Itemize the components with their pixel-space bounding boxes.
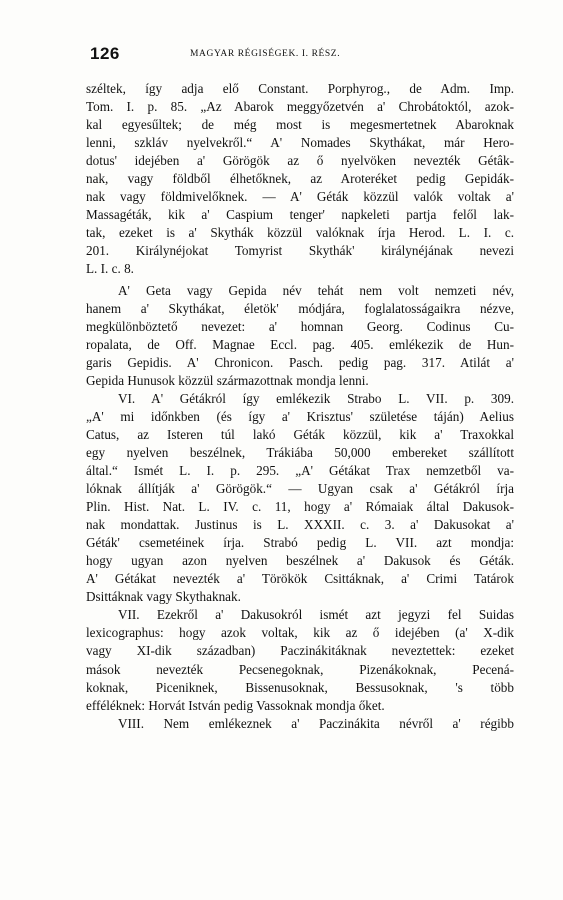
- paragraph: [86, 80, 514, 279]
- text-line: koknak, Piceniknek, Bissenusoknak, Bessusoknak, 's több: [86, 679, 514, 695]
- text-line: Catus, az Isteren túl lakó Géták közzül, kik a' Traxokkal: [86, 426, 514, 442]
- text-line: egy nyelven beszélnek, Trákiába 50,000 embereket szállított: [86, 444, 514, 460]
- text-line: garis Gepidis. A' Chronicon. Pasch. pedig pag. 317. Atilát a': [86, 354, 514, 370]
- text-line: kal egyesűltek; de még most is megesmertetnek Abaroknak: [86, 117, 514, 133]
- text-line: vagy XI-dik században) Paczinákitáknak neveztettek: ezeket: [86, 643, 514, 659]
- paragraph: [86, 390, 514, 607]
- text-line: lóknak állítják a' Görögök.“ — Ugyan csak a' Gétákról írja: [86, 481, 514, 497]
- text-line: L. I. c. 8.: [86, 261, 134, 277]
- text-line: hogy ugyan azon nyelven beszélnek a' Dakusok és Géták.: [86, 553, 514, 569]
- text-line: nak vagy földmivelőknek. — A' Géták közzül valók voltak a': [86, 189, 514, 205]
- text-line: „A' mi időnkben (és így a' Krisztus' születése táján) Aelius: [86, 408, 514, 424]
- text-line: nak, vagy földből élhetőknek, az Aroteréket pedig Gepidák-: [86, 171, 514, 187]
- text-line: lenni, szkláv nyelvekről.“ A' Nomades Skythákat, már Hero-: [86, 135, 514, 151]
- text-line: efféléknek: Horvát István pedig Vassoknak mondja őket.: [86, 697, 385, 713]
- paragraph: [86, 606, 514, 714]
- text-line: széltek, így adja elő Constant. Porphyrog., de Adm. Imp.: [86, 81, 514, 96]
- text-line: lexicographus: hogy azok voltak, kik az ő idejében (a' X-dik: [86, 625, 514, 641]
- text-line: Plin. Hist. Nat. L. IV. c. 11, hogy a' Rómaiak által Dakusok-: [86, 499, 514, 515]
- text-line: A' Geta vagy Gepida név tehát nem volt nemzeti név,: [118, 282, 514, 298]
- text-line: ropalata, de Off. Magnae Eccl. pag. 405. emlékezik de Hun-: [86, 336, 514, 352]
- text-line: Massagéták, kik a' Caspium tenger' napkeleti partja felől lak-: [86, 207, 514, 223]
- body-text: [86, 80, 514, 733]
- text-line: hanem a' Skythákat, életök' módjára, foglalatosságaikra nézve,: [86, 300, 514, 316]
- page-number: 126: [90, 44, 120, 63]
- paragraph: [86, 282, 514, 390]
- text-line: 201. Királynéjokat Tomyrist Skythák' királynéjának nevezi: [86, 243, 514, 259]
- text-line: tak, ezeket is a' Skythák közzül valóknak írja Herod. L. I. c.: [86, 225, 514, 241]
- text-line: dotus' idejében a' Görögök az ő nyelvöken nevezték Gétâk-: [86, 153, 514, 169]
- text-line: által.“ Ismét L. I. p. 295. „A' Gétákat Trax nemzetből va-: [86, 462, 514, 478]
- text-line: VII. Ezekről a' Dakusokról ismét azt jegyzi fel Suidas: [118, 607, 514, 623]
- text-line: nak mondattak. Justinus is L. XXXII. c. 3. a' Dakusokat a': [86, 517, 514, 533]
- text-line: VIII. Nem emlékeznek a' Paczinákita névről a' régibb: [118, 715, 514, 731]
- text-line: mások nevezték Pecsenegoknak, Pizenákoknak, Pecená-: [86, 661, 514, 677]
- text-line: Géták' csemetéinek írja. Strabó pedig L. VII. azt mondja:: [86, 535, 514, 551]
- text-line: megkülönböztető nevezet: a' homnan Georg. Codinus Cu-: [86, 318, 514, 334]
- text-line: A' Gétákat nevezték a' Törökök Csittáknak, a' Crimi Tatárok: [86, 571, 514, 587]
- running-head: MAGYAR RÉGISÉGEK. I. RÉSZ.: [190, 49, 341, 59]
- text-line: Tom. I. p. 85. „Az Abarok meggyőzetvén a' Chrobátoktól, azok-: [86, 99, 514, 115]
- text-line: Gepida Hunusok közzül származottnak mondja lenni.: [86, 372, 369, 388]
- text-line: Dsittáknak vagy Skythaknak.: [86, 589, 241, 605]
- paragraph: [86, 715, 514, 733]
- text-line: VI. A' Gétákról így emlékezik Strabo L. VII. p. 309.: [118, 390, 514, 406]
- page-header: [90, 44, 510, 66]
